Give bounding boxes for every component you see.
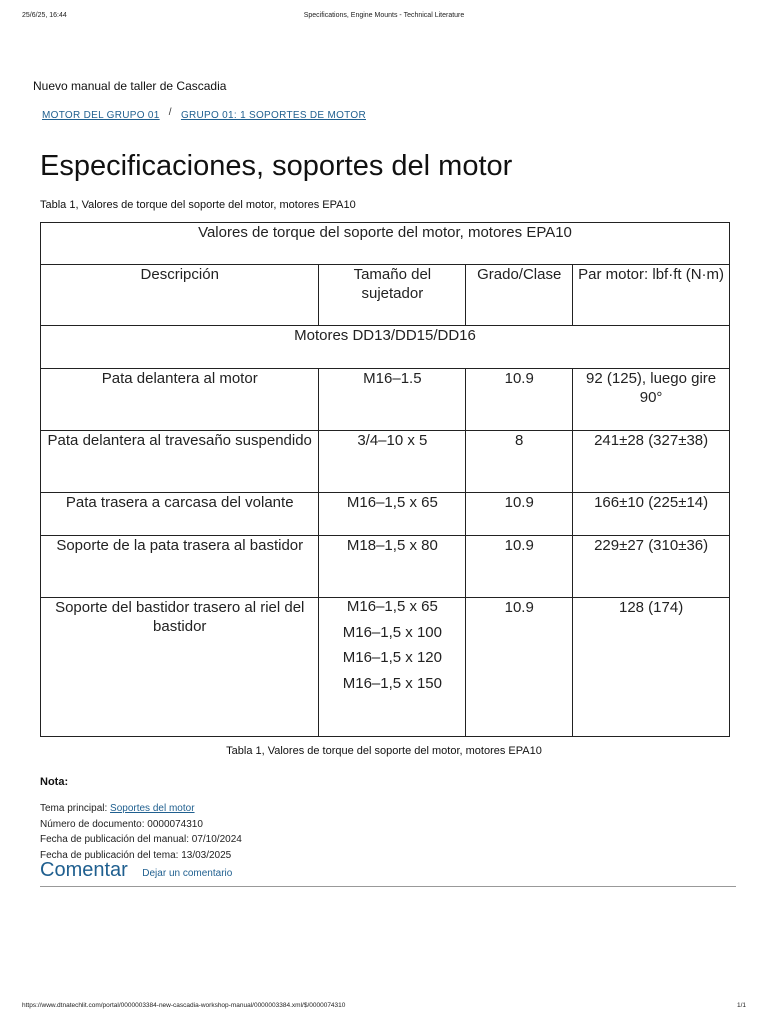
row-description: Pata trasera a carcasa del volante — [41, 493, 319, 536]
row-fastener-size: M16–1,5 x 65 — [346, 598, 438, 615]
row-description: Soporte de la pata trasera al bastidor — [41, 536, 319, 598]
manual-publish-date: Fecha de publicación del manual: 07/10/2024 — [40, 834, 242, 845]
table-title-row — [41, 223, 730, 265]
row-description: Soporte del bastidor trasero al riel del bastidor — [41, 598, 319, 737]
breadcrumb — [42, 107, 366, 121]
row-torque: 229±27 (310±36) — [573, 536, 730, 598]
row-torque: 241±28 (327±38) — [573, 431, 730, 493]
row-grade: 10.9 — [466, 369, 573, 431]
table-caption-bottom: Tabla 1, Valores de torque del soporte del motor, motores EPA10 — [226, 745, 542, 757]
row-torque: 166±10 (225±14) — [573, 493, 730, 536]
row-grade: 10.9 — [466, 536, 573, 598]
table-row — [41, 369, 730, 431]
print-url: https://www.dtnatechlit.com/portal/0000003384-new-cascadia-workshop-manual/0000003384.xml/$/0000074310 — [22, 1002, 346, 1009]
breadcrumb-link-group[interactable]: MOTOR DEL GRUPO 01 — [42, 110, 160, 121]
parent-topic-link[interactable]: Soportes del motor — [110, 803, 195, 814]
row-description: Pata delantera al motor — [41, 369, 319, 431]
table-row — [41, 431, 730, 493]
table-row — [41, 536, 730, 598]
table-title: Valores de torque del soporte del motor, motores EPA10 — [41, 223, 730, 265]
row-fastener-size: M16–1,5 x 100 — [342, 623, 442, 641]
table-group-row — [41, 326, 730, 369]
print-title: Specifications, Engine Mounts - Technical Literature — [303, 12, 465, 19]
parent-topic — [40, 801, 242, 817]
row-fastener-size: M16–1,5 x 120 — [342, 649, 442, 666]
row-torque: 92 (125), luego gire 90° — [573, 369, 730, 431]
topic-publish-date: Fecha de publicación del tema: 13/03/2025 — [40, 849, 232, 861]
row-fastener-size: M18–1,5 x 80 — [319, 536, 466, 598]
row-description: Pata delantera al travesaño suspendido — [41, 431, 319, 493]
print-date: 25/6/25, 16:44 — [22, 12, 67, 19]
breadcrumb-separator: / — [168, 107, 172, 118]
row-grade: 10.9 — [466, 598, 573, 737]
table-row — [41, 598, 730, 737]
breadcrumb-link-engine-mounts[interactable]: GRUPO 01: 1 SOPORTES DE MOTOR — [180, 110, 366, 121]
column-header-torque: Par motor: lbf·ft (N·m) — [573, 265, 730, 326]
column-header-description: Descripción — [41, 265, 319, 326]
print-header — [22, 12, 746, 24]
row-torque: 128 (174) — [573, 598, 730, 737]
row-grade: 8 — [466, 431, 573, 493]
column-header-grade: Grado/Clase — [466, 265, 573, 326]
document-number: Número de documento: 0000074310 — [40, 818, 203, 830]
print-footer — [22, 1002, 746, 1009]
row-fastener-sizes — [319, 598, 466, 737]
leave-comment-link[interactable]: Dejar un comentario — [142, 868, 233, 879]
comment-heading: Comentar — [40, 859, 128, 881]
row-fastener-size: 3/4–10 x 5 — [319, 431, 466, 493]
document-metadata — [40, 801, 242, 863]
row-fastener-size: M16–1,5 x 65 — [319, 493, 466, 536]
comment-section — [40, 859, 736, 887]
row-grade: 10.9 — [466, 493, 573, 536]
engine-group-label: Motores DD13/DD15/DD16 — [41, 326, 730, 369]
row-fastener-size: M16–1,5 x 150 — [342, 674, 442, 692]
note-label: Nota: — [40, 776, 69, 788]
column-header-fastener-size: Tamaño del sujetador — [319, 265, 466, 326]
page-title: Especificaciones, soportes del motor — [40, 150, 513, 182]
page-number: 1/1 — [736, 1002, 746, 1009]
table-caption: Tabla 1, Valores de torque del soporte del motor, motores EPA10 — [40, 199, 356, 211]
row-fastener-size: M16–1.5 — [319, 369, 466, 431]
torque-spec-table — [40, 222, 730, 737]
manual-title: Nuevo manual de taller de Cascadia — [33, 79, 227, 93]
table-header-row — [41, 265, 730, 326]
table-row — [41, 493, 730, 536]
parent-topic-label: Tema principal: — [40, 803, 111, 814]
